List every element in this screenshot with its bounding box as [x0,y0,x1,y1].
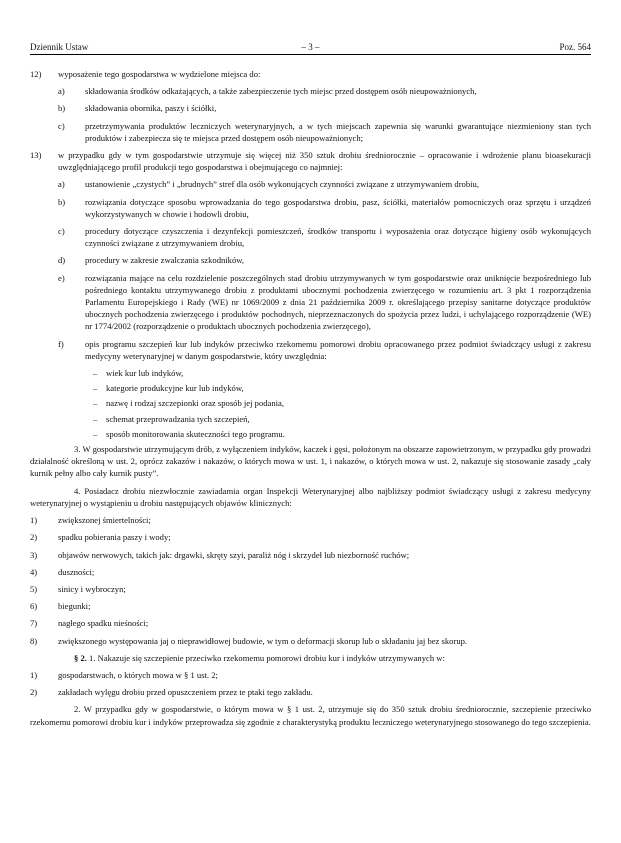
item-number: 1) [30,515,38,526]
symptom-item [30,617,591,629]
dash-marker: – [93,398,98,409]
symptom-text: zwiększonej śmiertelności; [58,515,151,526]
sub-item [58,120,591,144]
item-number: 5) [30,583,38,594]
section-2-paragraph-2: 2. W przypadku gdy w gospodarstwie, o którym mowa w § 1 ust. 2, utrzymuje się do 350 sztuk drobiu średniorocznie, szczepienie przeciwko rzekomemu pomorowi drobiu kur i indyków przeprowadza się zgodnie z charakterystyką produktu leczniczego weterynaryjnego stosowanego do tego szczepienia. [30,704,591,727]
sub-item-letter: f) [58,338,64,349]
journal-name: Dziennik Ustaw [30,42,89,52]
sub-item-letter: a) [58,179,65,190]
sub-item-letter: e) [58,272,65,283]
item-number: 7) [30,618,38,629]
sub-item-text: ustanowienie „czystych” i „brudnych” stref dla osób wykonujących czynności związane z utrzymywaniem drobiu, [85,179,479,190]
symptom-item [30,566,591,578]
item-number: 2) [30,532,38,543]
sub-item-text: przetrzymywania produktów leczniczych weterynaryjnych, a w tych miejscach zapewnia się warunki gwarantujące niezmieniony stan tych produktów i zabezpiecza się te miejsca przed dostępem osób nieupoważnionych; [85,120,591,143]
symptom-item [30,635,591,647]
section-2-item-text: zakładach wylęgu drobiu przed opuszczeniem przez te ptaki tego zakładu. [58,687,313,698]
sub-item-text: rozwiązania mające na celu rozdzielenie poszczególnych stad drobiu utrzymywanych w tym gospodarstwie oraz uniknięcie bezpośredniego lub pośredniego kontaktu utrzymywanego drobiu z produktami ubocznymi pochodzenia zwierzęcego w rozumieniu art. 3 pkt 1 rozporządzenia Parlamentu Europejskiego i Rady (WE) nr 1069/2009 z dnia 21 października 2009 r. określającego przepisy sanitarne dotyczące produktów ubocznych pochodzenia zwierzęcego i produktów pochodnych, nieprzeznaczonych do spożycia przez ludzi, i uchylającego rozporządzenie (WE) nr 1774/2002 (rozporządzenie o produktach ubocznych pochodzenia zwierzęcego), [85,272,591,332]
dash-item [85,382,591,394]
dash-marker: – [93,383,98,394]
dash-item [85,367,591,379]
page-header [30,40,591,55]
sub-item-letter: c) [58,120,65,131]
item-number: 2) [30,687,38,698]
sub-item [58,225,591,249]
symptom-text: duszności; [58,566,95,577]
item-number: 13) [30,150,42,161]
dash-item-text: schemat przeprowadzania tych szczepień, [106,413,250,424]
list-item-13 [30,149,591,173]
sub-item-text: składowania obornika, paszy i ściółki, [85,103,217,114]
item-number: 3) [30,549,38,560]
page-number: – 3 – [301,42,320,52]
section-2-item-text: gospodarstwach, o których mowa w § 1 ust. 2; [58,669,218,680]
dash-item-text: nazwę i rodzaj szczepionki oraz sposób jej podania, [106,398,285,409]
sub-item-letter: b) [58,196,66,207]
symptom-item [30,600,591,612]
symptom-item [30,583,591,595]
section-label: § 2. [74,652,87,663]
symptom-text: spadku pobierania paszy i wody; [58,532,171,543]
symptom-item [30,531,591,543]
sub-item-text: rozwiązania dotyczące sposobu wprowadzania do tego gospodarstwa drobiu, pasz, ściółki, materiałów pomocniczych oraz sprzętu i urządzeń wykorzystywanych w chowie i hodowli drobiu, [85,196,591,219]
sub-item [58,338,591,362]
sub-item [58,102,591,114]
dash-item [85,413,591,425]
symptom-item [30,549,591,561]
item-number: 8) [30,635,38,646]
symptom-text: biegunki; [58,601,91,612]
position-number: Poz. 564 [559,42,591,52]
item-text: w przypadku gdy w tym gospodarstwie utrzymuje się więcej niż 350 sztuk drobiu średniorocznie – opracowanie i wdrożenie planu bioasekuracji uwzględniającego profil produkcji tego gospodarstwa i obejmującego co najmniej: [58,150,591,173]
sub-item-text: składowania środków odkażających, a także zabezpieczenie tych miejsc przed dostępem osób nieupoważnionych, [85,86,477,97]
dash-marker: – [93,413,98,424]
symptom-text: nagłego spadku nieśności; [58,618,149,629]
symptom-text: zwiększonego występowania jaj o nieprawidłowej budowie, w tym o deformacji skorup lub o składaniu jaj bez skorup. [58,635,468,646]
item-number: 1) [30,669,38,680]
section-2-item [30,686,591,698]
dash-marker: – [93,368,98,379]
sub-item-letter: a) [58,86,65,97]
sub-item [58,178,591,190]
sub-item-letter: c) [58,226,65,237]
item-number: 4) [30,566,38,577]
item-number: 6) [30,601,38,612]
list-item-12 [30,68,591,80]
section-2-text: 1. Nakazuje się szczepienie przeciwko rzekomemu pomorowi drobiu kur i indyków utrzymywanych w: [86,652,445,663]
sub-item-text: opis programu szczepień kur lub indyków przeciwko rzekomemu pomorowi drobiu opracowanego przez podmiot świadczący usługi z zakresu medycyny weterynaryjnej w danym gospodarstwie, który uwzględnia: [85,338,591,361]
sub-item [58,272,591,333]
dash-item [85,397,591,409]
sub-item [58,85,591,97]
symptom-text: objawów nerwowych, takich jak: drgawki, skręty szyi, paraliż nóg i skrzydeł lub niezborność ruchów; [58,549,410,560]
symptom-text: sinicy i wybroczyn; [58,583,126,594]
dash-marker: – [93,428,98,439]
sub-item-letter: b) [58,103,66,114]
dash-item [85,428,591,440]
item-text: wyposażenie tego gospodarstwa w wydzielone miejsca do: [58,69,261,79]
dash-item-text: kategorie produkcyjne kur lub indyków, [106,383,244,394]
dash-item-text: sposób monitorowania skuteczności tego programu. [106,428,285,439]
section-2-item [30,669,591,681]
dash-item-text: wiek kur lub indyków, [106,368,184,379]
sub-item-text: procedury dotyczące czyszczenia i dezynfekcji pomieszczeń, środków transportu i wyposażenia oraz dotyczące higieny osób wykonujących czynności związane z utrzymywaniem drobiu, [85,226,591,249]
document-content [30,68,591,733]
sub-item-text: procedury w zakresie zwalczania szkodników, [85,255,245,266]
item-number: 12) [30,69,42,79]
paragraph-4: 4. Posiadacz drobiu niezwłocznie zawiadamia organ Inspekcji Weterynaryjnej albo najbliższy podmiot świadczący usługi z zakresu medycyny weterynaryjnej o wystąpieniu u drobiu następujących objawów klinicznych: [30,485,591,508]
symptom-item [30,514,591,526]
sub-item-letter: d) [58,255,66,266]
sub-item [58,196,591,220]
sub-item [58,254,591,266]
paragraph-3: 3. W gospodarstwie utrzymującym drób, z wyłączeniem indyków, kaczek i gęsi, położonym na obszarze zapowietrzonym, w przypadku gdy prowadzi działalność określoną w ust. 2, oprócz zakazów i nakazów, o których mowa w ust. 1, i nakazów, o których mowa w ust. 2, nakazuje się stosowanie zasady „cały kurnik pełny albo cały kurnik pusty”. [30,444,591,479]
section-2-paragraph-1 [30,652,591,664]
